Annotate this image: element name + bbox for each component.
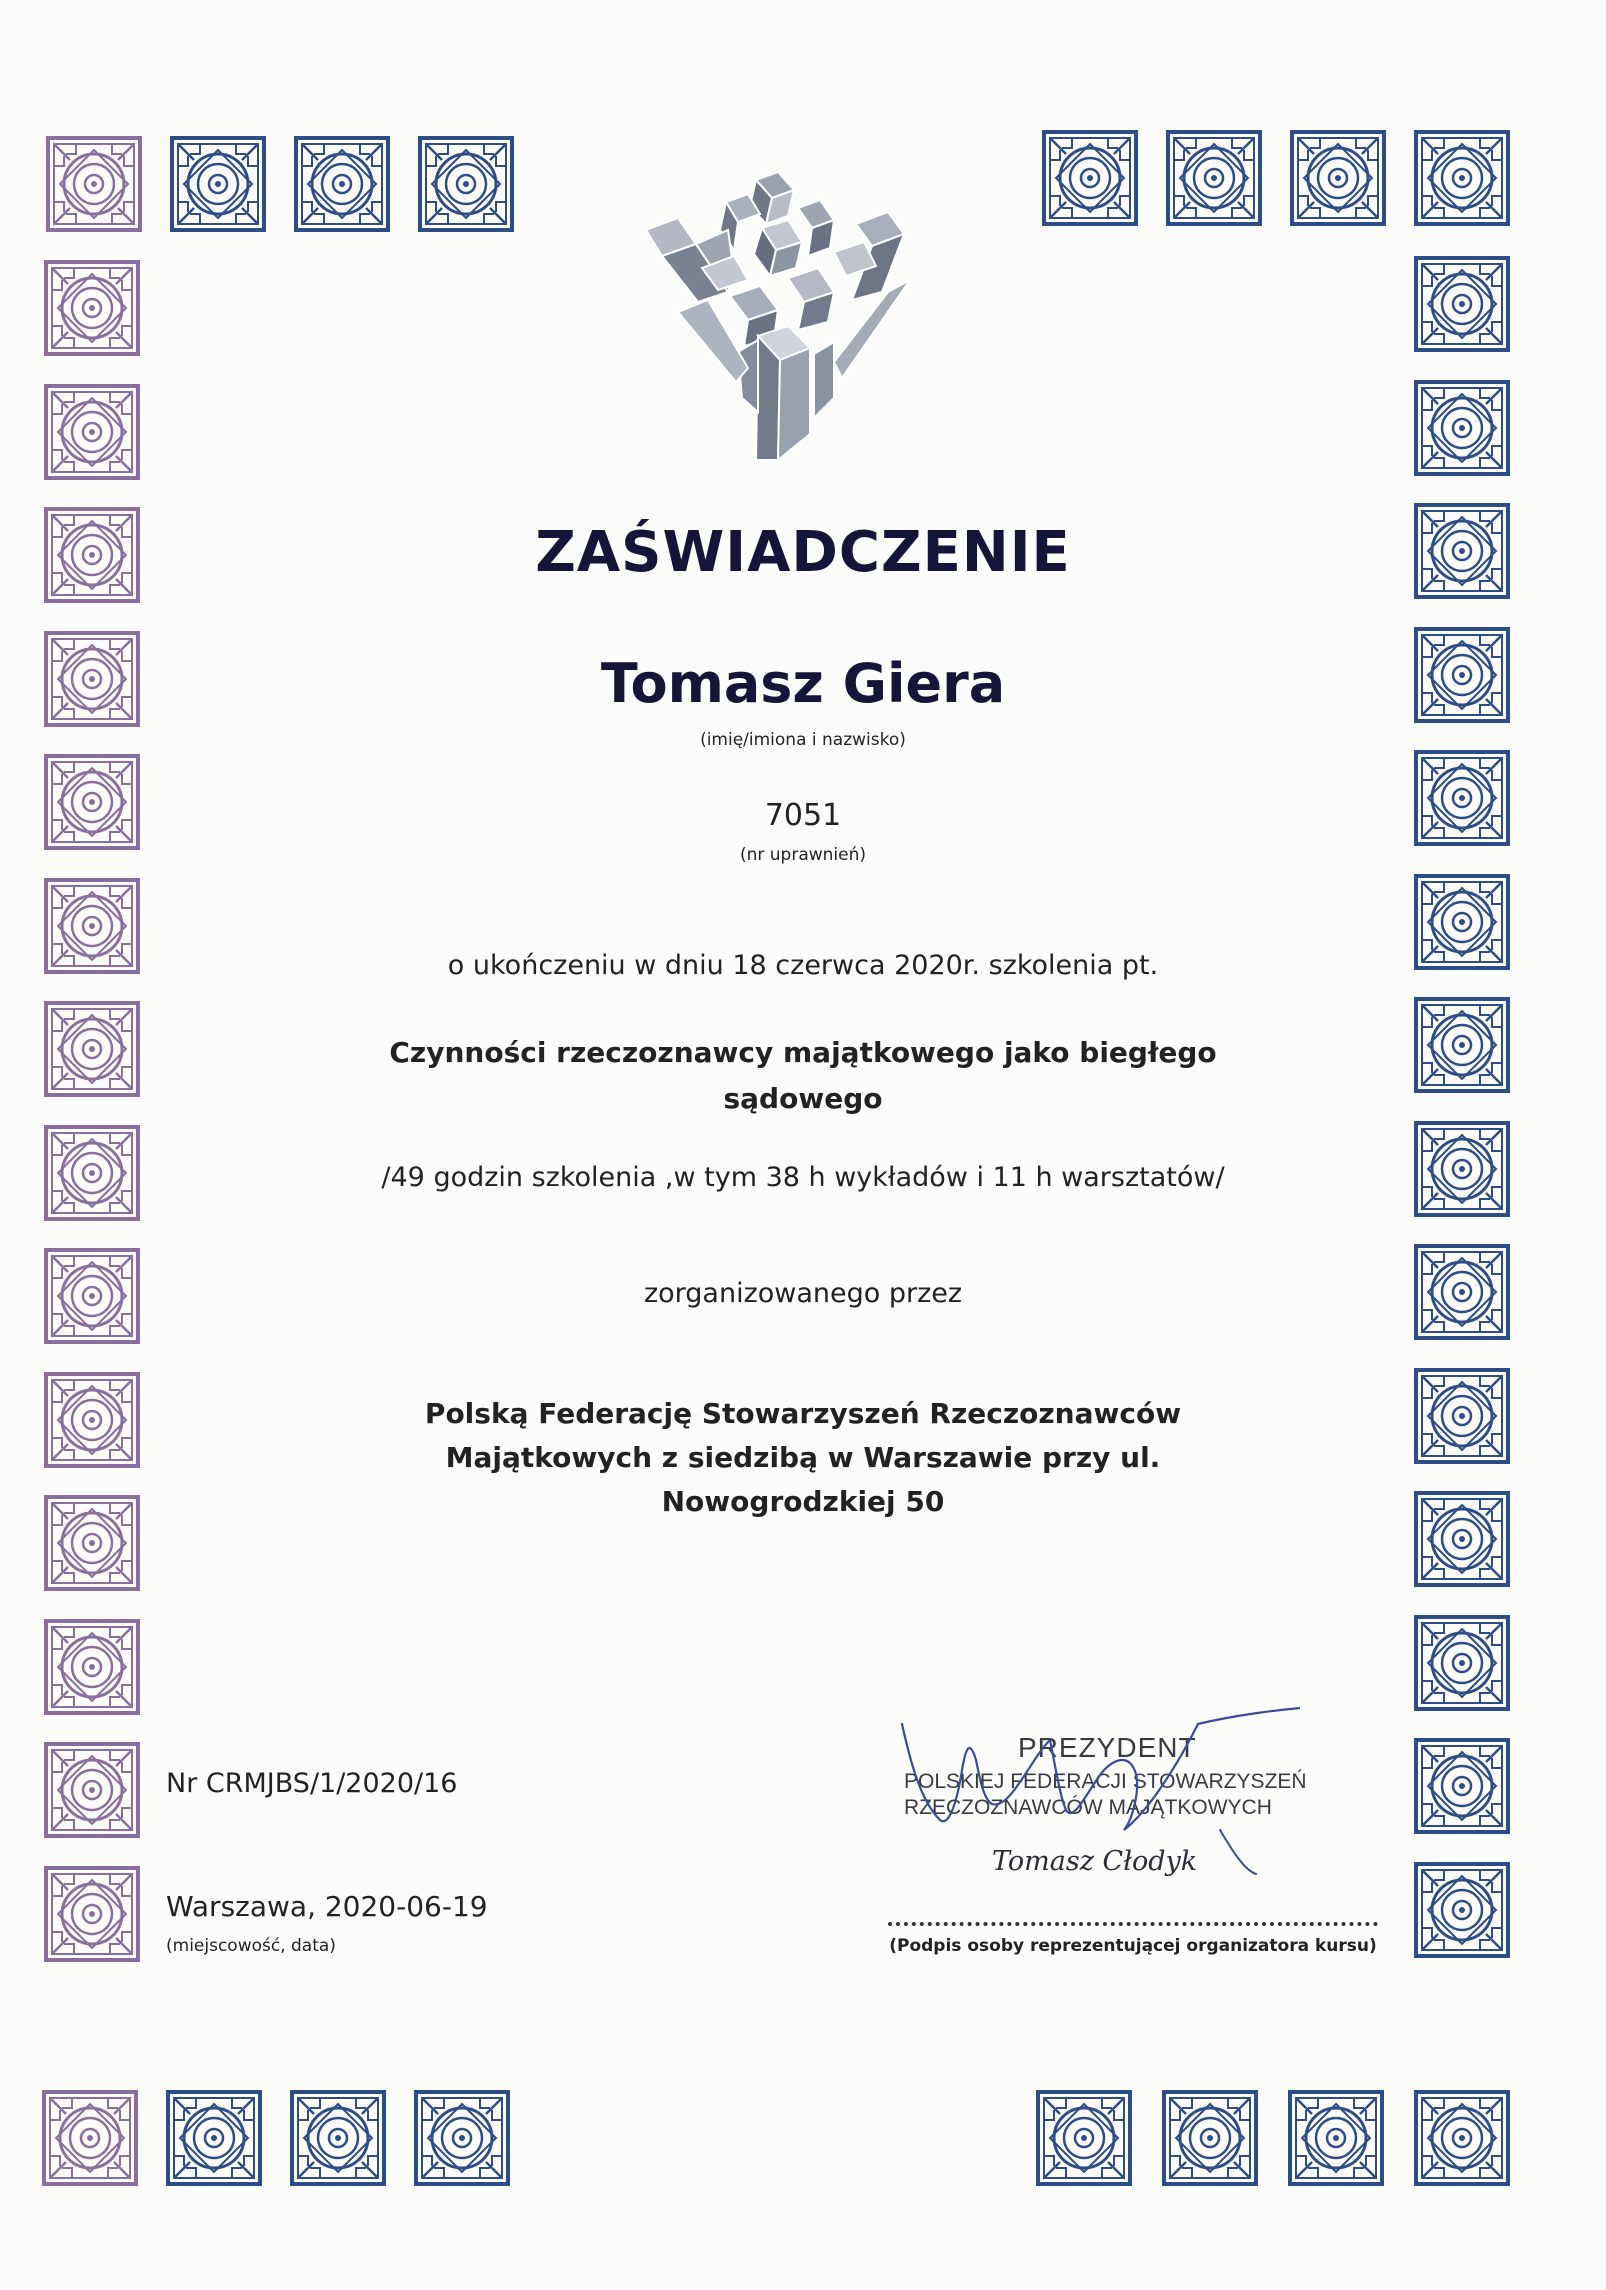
license-number: 7051	[764, 798, 842, 833]
border-rosette-icon	[1414, 1368, 1510, 1464]
stamp-signer-name: Tomasz Cłodyk	[992, 1846, 1198, 1877]
border-rosette-icon	[1414, 1491, 1510, 1587]
border-rosette-icon	[42, 2090, 138, 2186]
recipient-name-caption: (imię/imiona i nazwisko)	[700, 730, 906, 750]
border-rosette-icon	[1290, 130, 1386, 226]
border-rosette-icon	[1166, 130, 1262, 226]
border-rosette-icon	[44, 1372, 140, 1468]
organizer-line: Nowogrodzkiej 50	[661, 1485, 945, 1518]
border-rosette-icon	[1414, 256, 1510, 352]
border-rosette-icon	[44, 1742, 140, 1838]
border-rosette-icon	[1042, 130, 1138, 226]
border-rosette-icon	[44, 260, 140, 356]
border-rosette-icon	[44, 1866, 140, 1962]
president-stamp	[898, 1718, 1318, 1888]
border-rosette-icon	[170, 136, 266, 232]
border-rosette-icon	[44, 1495, 140, 1591]
border-rosette-icon	[1414, 130, 1510, 226]
border-rosette-icon	[1414, 1862, 1510, 1958]
stamp-organization-line: RZECZOZNAWCÓW MAJĄTKOWYCH	[904, 1796, 1272, 1819]
border-rosette-icon	[1414, 874, 1510, 970]
organizer-name	[270, 1392, 1336, 1524]
border-rosette-icon	[1414, 503, 1510, 599]
course-hours: /49 godzin szkolenia ,w tym 38 h wykładów i 11 h warsztatów/	[381, 1162, 1225, 1193]
border-rosette-icon	[1288, 2090, 1384, 2186]
course-title	[270, 1030, 1336, 1122]
border-rosette-icon	[44, 507, 140, 603]
border-rosette-icon	[1414, 997, 1510, 1093]
border-rosette-icon	[414, 2090, 510, 2186]
stamp-title: PREZYDENT	[1018, 1732, 1197, 1763]
border-rosette-icon	[44, 1619, 140, 1715]
signature-caption: (Podpis osoby reprezentującej organizatora kursu)	[889, 1936, 1377, 1956]
border-rosette-icon	[1414, 1615, 1510, 1711]
border-rosette-icon	[44, 1248, 140, 1344]
border-rosette-icon	[1414, 380, 1510, 476]
border-rosette-icon	[166, 2090, 262, 2186]
border-rosette-icon	[44, 1001, 140, 1097]
border-rosette-icon	[1162, 2090, 1258, 2186]
signature-line	[888, 1922, 1378, 1926]
border-rosette-icon	[44, 754, 140, 850]
stamp-organization-line: POLSKIEJ FEDERACJI STOWARZYSZEŃ	[904, 1770, 1307, 1793]
border-rosette-icon	[46, 136, 142, 232]
border-rosette-icon	[1414, 2090, 1510, 2186]
organizer-line: Polską Federację Stowarzyszeń Rzeczoznawców	[424, 1397, 1182, 1430]
border-rosette-icon	[290, 2090, 386, 2186]
border-rosette-icon	[44, 631, 140, 727]
border-rosette-icon	[1414, 627, 1510, 723]
border-rosette-icon	[44, 384, 140, 480]
border-rosette-icon	[294, 136, 390, 232]
place-and-date-caption: (miejscowość, data)	[166, 1936, 336, 1956]
border-rosette-icon	[44, 878, 140, 974]
border-rosette-icon	[1414, 1244, 1510, 1340]
place-and-date: Warszawa, 2020-06-19	[166, 1890, 488, 1923]
recipient-name: Tomasz Giera	[600, 652, 1006, 715]
organization-logo-icon	[638, 172, 928, 462]
border-rosette-icon	[1414, 750, 1510, 846]
course-title-line: Czynności rzeczoznawcy majątkowego jako biegłego	[389, 1036, 1217, 1069]
completion-statement: o ukończeniu w dniu 18 czerwca 2020r. szkolenia pt.	[447, 950, 1159, 981]
border-rosette-icon	[1414, 1738, 1510, 1834]
border-rosette-icon	[44, 1125, 140, 1221]
organizer-line: Majątkowych z siedzibą w Warszawie przy ul.	[445, 1441, 1161, 1474]
border-rosette-icon	[1036, 2090, 1132, 2186]
registration-number: Nr CRMJBS/1/2020/16	[166, 1768, 458, 1799]
border-rosette-icon	[1414, 1121, 1510, 1217]
license-number-caption: (nr uprawnień)	[739, 845, 867, 865]
organized-by-label: zorganizowanego przez	[643, 1278, 963, 1309]
course-title-line: sądowego	[723, 1082, 883, 1115]
certificate-title: ZAŚWIADCZENIE	[535, 520, 1071, 585]
border-rosette-icon	[418, 136, 514, 232]
